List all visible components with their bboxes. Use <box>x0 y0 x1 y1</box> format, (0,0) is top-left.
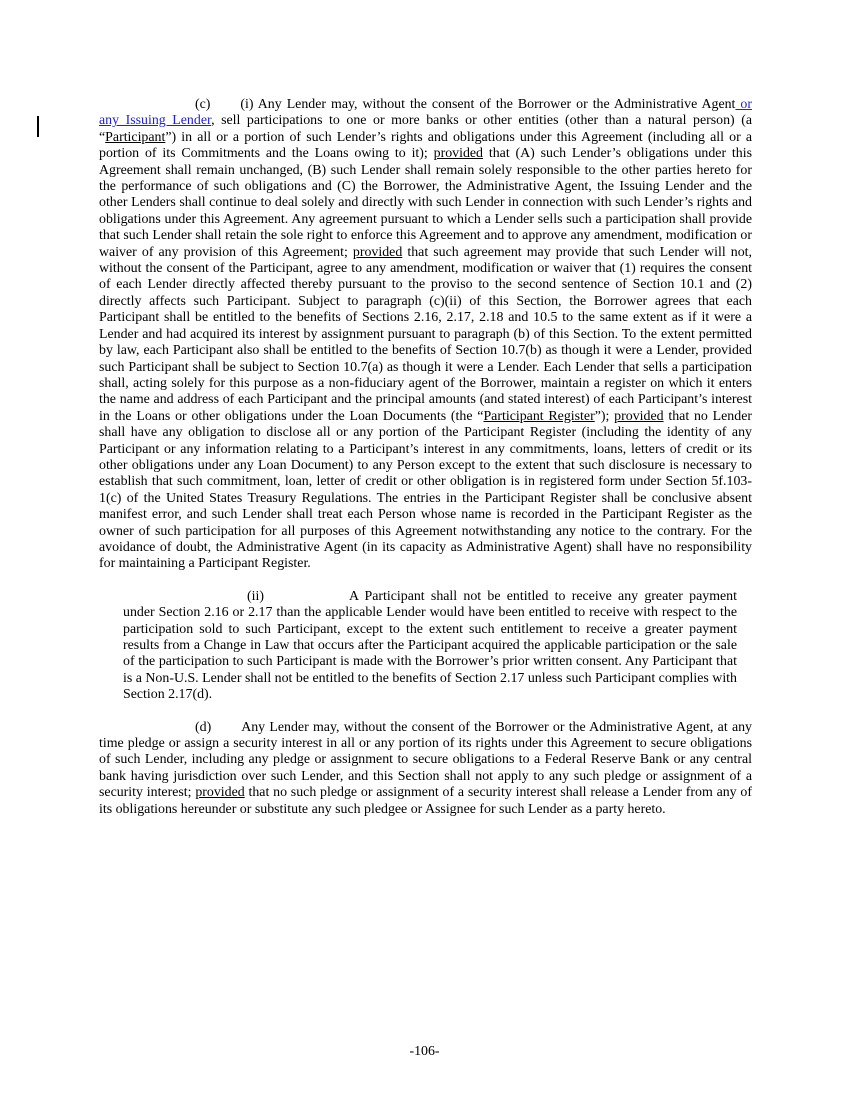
text-run: that no such pledge or assignment of a security interest shall release a Lender from any of its obligations hereunder or substitute any such pledgee or Assignee for such Lender as a party hereto. <box>99 785 752 817</box>
text-run: that no Lender shall have any obligation to disclose all or any portion of the Participant Register (including the identity of any Participant or any information relating to a Participant’s interest in any commitments, loans, letters of credit or its other obligations under any Loan Document) to any Person except to the extent that such disclosure is necessary to establish that such commitment, loan, letter of credit or other obligation is in registered form under Section 5f.103-1(c) of the United States Treasury Regulations. The entries in the Participant Register shall be conclusive absent manifest error, and such Lender shall treat each Person whose name is recorded in the Participant Register as the owner of such participation for all purposes of this Agreement notwithstanding any notice to the contrary. For the avoidance of doubt, the Administrative Agent (in its capacity as Administrative Agent) shall have no responsibility for maintaining a Participant Register. <box>99 408 752 572</box>
text-run: , sell participations to one or more banks or other entities (other than a natural person) (a “ <box>99 113 752 145</box>
clause-c-i-paragraph <box>99 97 752 573</box>
underlined-term: provided <box>433 146 484 162</box>
text-run: (c) <box>195 97 211 112</box>
text-run: (i) Any Lender may, without the consent of the Borrower or the Administrative Agent <box>240 97 736 112</box>
page-number: -106- <box>409 1044 440 1059</box>
text-run: A Participant shall not be entitled to receive any greater payment under Section 2.16 or 2.17 than the applicable Lender would have been entitled to receive with respect to the participation sold to such Participant, except to the extent such entitlement to receive a greater payment results from a Change in Law that occurs after the Participant acquired the applicable participation or the sale of the participation to such Participant is made with the Borrower’s prior written consent. Any Participant that is a Non-U.S. Lender shall not be entitled to the benefits of Section 2.17 unless such Participant complies with Section 2.17(d). <box>123 588 737 703</box>
text-run: that such agreement may provide that such Lender will not, without the consent of the Participant, agree to any amendment, modification or waiver that (1) requires the consent of each Lender directly affected thereby pursuant to the proviso to the second sentence of Section 10.1 and (2) directly affects such Participant. Subject to paragraph (c)(ii) of this Section, the Borrower agrees that each Participant shall be entitled to the benefits of Sections 2.16, 2.17, 2.18 and 10.5 to the same extent as if it were a Lender and had acquired its interest by assignment pursuant to paragraph (b) of this Section. To the extent permitted by law, each Participant also shall be entitled to the benefits of Section 10.7(b) as though it were a Lender, provided such Participant shall be subject to Section 10.7(a) as though it were a Lender. Each Lender that sells a participation shall, acting solely for this purpose as a non-fiduciary agent of the Borrower, maintain a register on which it enters the name and address of each Participant and the principal amounts (and stated interest) of each Participant’s interest in the Loans or other obligations under the Loan Documents (the “ <box>99 244 752 424</box>
clause-d-paragraph <box>99 720 752 818</box>
text-run: ”); <box>594 408 615 424</box>
underlined-term: Participant <box>105 129 166 145</box>
text-run: that (A) such Lender’s obligations under this Agreement shall remain unchanged, (B) such Lender shall remain solely responsible to the other parties hereto for the performance of such obligations and (C) the Borrower, the Administrative Agent, the Issuing Lender and the other Lenders shall continue to deal solely and directly with such Lender in connection with such Lender’s rights and obligations under this Agreement. Any agreement pursuant to which a Lender sells such a participation shall provide that such Lender shall retain the sole right to enforce this Agreement and to approve any amendment, modification or waiver of any provision of this Agreement; <box>99 146 752 260</box>
underlined-term: provided <box>352 244 403 260</box>
clause-c-ii-paragraph <box>123 589 737 704</box>
inserted-text: or any Issuing Lender <box>99 97 752 129</box>
underlined-term: provided <box>614 408 664 424</box>
text-run: (d) <box>195 719 212 735</box>
underlined-term: Participant Register <box>483 408 595 424</box>
text-run: ”) in all or a portion of such Lender’s rights and obligations under this Agreement (including all or a portion of its Commitments and the Loans owing to it); <box>99 129 752 162</box>
text-run: (ii) <box>247 588 264 604</box>
revision-change-bar <box>37 116 39 137</box>
underlined-term: provided <box>195 785 245 801</box>
text-run: Any Lender may, without the consent of the Borrower or the Administrative Agent, at any time pledge or assign a security interest in all or any portion of its rights under this Agreement to secure obligations of such Lender, including any pledge or assignment to secure obligations to a Federal Reserve Bank or any central bank having jurisdiction over such Lender, and this Section shall not apply to any such pledge or assignment of a security interest; <box>99 719 752 801</box>
